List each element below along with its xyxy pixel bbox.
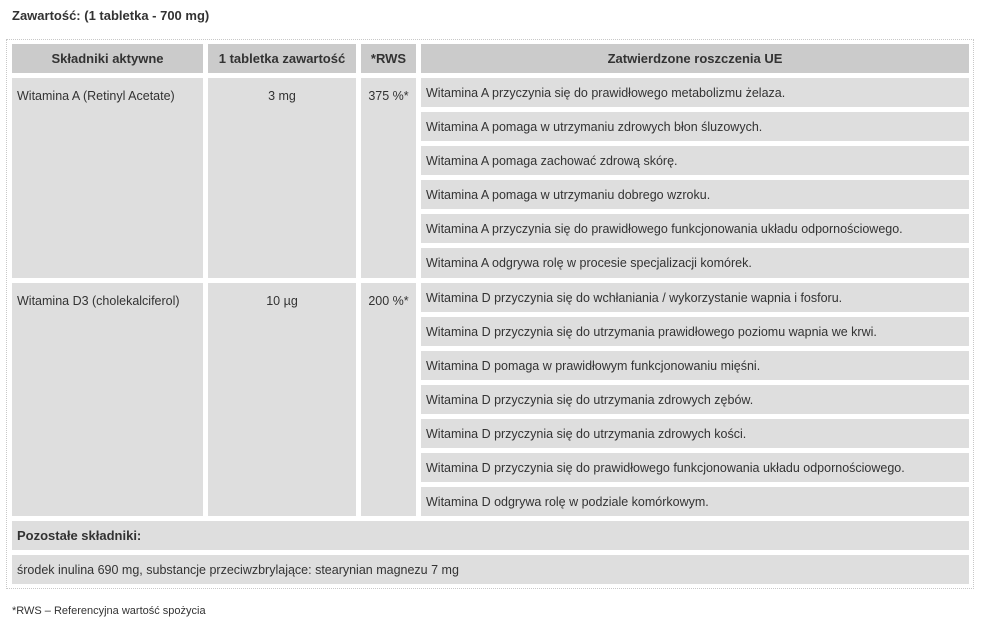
- header-eu-claims: Zatwierdzone roszczenia UE: [421, 44, 969, 73]
- header-amount: 1 tabletka zawartość: [208, 44, 356, 73]
- rws-vitamin-d3: 200 %*: [361, 283, 416, 516]
- claim-vitamin-d: Witamina D odgrywa rolę w podziale komórkowym.: [421, 487, 969, 516]
- ingredient-vitamin-d3: Witamina D3 (cholekalciferol): [12, 283, 203, 516]
- amount-vitamin-a: 3 mg: [208, 78, 356, 278]
- rws-vitamin-a: 375 %*: [361, 78, 416, 278]
- other-ingredients-value: środek inulina 690 mg, substancje przeciwzbrylające: stearynian magnezu 7 mg: [12, 555, 969, 584]
- claim-vitamin-d: Witamina D przyczynia się do utrzymania zdrowych zębów.: [421, 385, 969, 414]
- claim-vitamin-a: Witamina A pomaga w utrzymaniu dobrego wzroku.: [421, 180, 969, 209]
- claim-vitamin-d: Witamina D przyczynia się do utrzymania zdrowych kości.: [421, 419, 969, 448]
- amount-vitamin-d3: 10 µg: [208, 283, 356, 516]
- other-ingredients-label: Pozostałe składniki:: [12, 521, 969, 550]
- claim-vitamin-a: Witamina A przyczynia się do prawidłowego funkcjonowania układu odpornościowego.: [421, 214, 969, 243]
- page-title: Zawartość: (1 tabletka - 700 mg): [12, 8, 210, 23]
- claim-vitamin-d: Witamina D pomaga w prawidłowym funkcjonowaniu mięśni.: [421, 351, 969, 380]
- claim-vitamin-d: Witamina D przyczynia się do utrzymania prawidłowego poziomu wapnia we krwi.: [421, 317, 969, 346]
- footnote: *RWS – Referencyjna wartość spożycia: [12, 605, 206, 617]
- claim-vitamin-a: Witamina A pomaga w utrzymaniu zdrowych błon śluzowych.: [421, 112, 969, 141]
- claim-vitamin-a: Witamina A pomaga zachować zdrową skórę.: [421, 146, 969, 175]
- claim-vitamin-d: Witamina D przyczynia się do prawidłowego funkcjonowania układu odpornościowego.: [421, 453, 969, 482]
- claim-vitamin-a: Witamina A odgrywa rolę w procesie specjalizacji komórek.: [421, 248, 969, 278]
- claim-vitamin-d: Witamina D przyczynia się do wchłaniania / wykorzystanie wapnia i fosforu.: [421, 283, 969, 312]
- claim-vitamin-a: Witamina A przyczynia się do prawidłowego metabolizmu żelaza.: [421, 78, 969, 107]
- ingredient-vitamin-a: Witamina A (Retinyl Acetate): [12, 78, 203, 278]
- header-active-ingredients: Składniki aktywne: [12, 44, 203, 73]
- header-rws: *RWS: [361, 44, 416, 73]
